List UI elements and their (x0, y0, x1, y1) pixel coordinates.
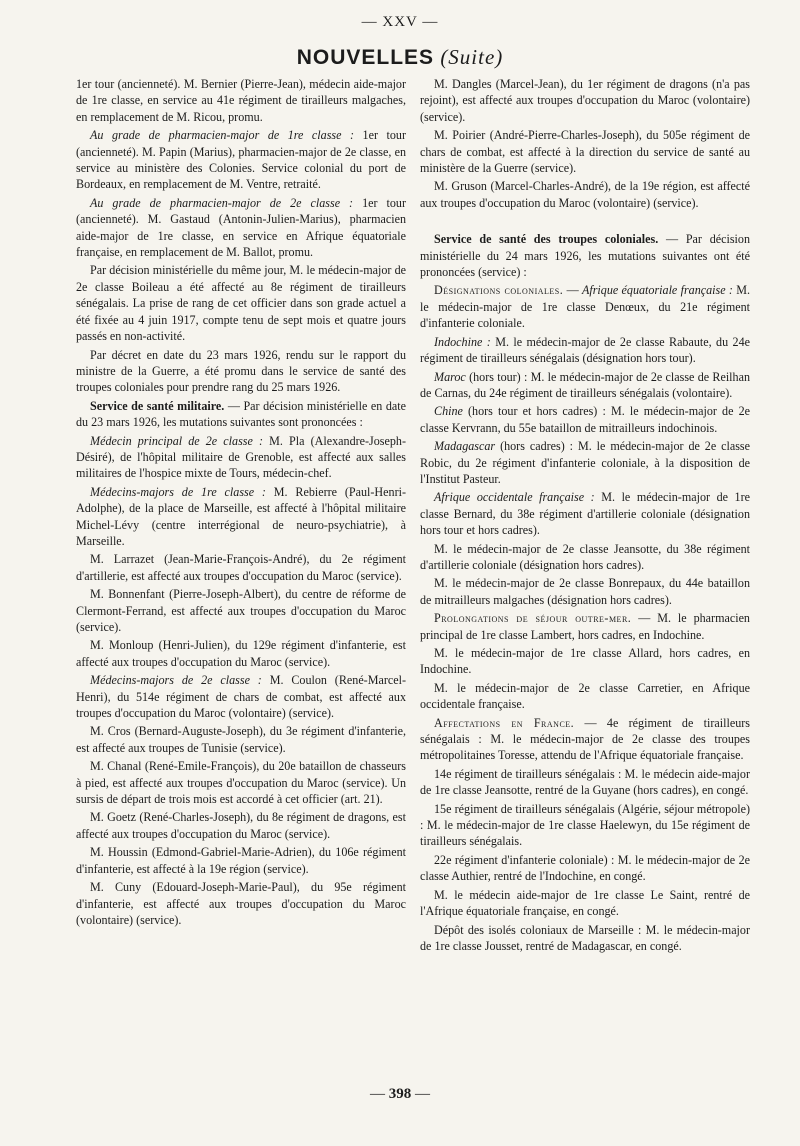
page-number: 398 (388, 1086, 412, 1102)
paragraph-text: (hors tour et hors cadres) : M. le médecin-major de 2e classe Kervrann, du 55e bataillon de mitrailleurs indochinois. (420, 404, 750, 435)
paragraph-text: 14e régiment de tirailleurs sénégalais : M. le médecin aide-major de 1re classe Jeansotte, rentré de la Guyane (hors cadres), en congé. (420, 766, 750, 798)
paragraph (76, 347, 406, 396)
paragraph-text: M. le médecin-major de 1re classe Bernard, du 38e régiment d'artillerie coloniale (désignation hors tour et hors cadres). (420, 490, 750, 538)
italic-lead: Au grade de pharmacien-major de 1re classe : (90, 128, 355, 143)
paragraph-text: M. Monloup (Henri-Julien), du 129e régiment d'infanterie, est affecté aux troupes d'occupation du Maroc (service). (76, 638, 406, 669)
paragraph (76, 586, 406, 635)
paragraph (420, 922, 750, 955)
paragraph (76, 551, 406, 584)
right-column (420, 76, 750, 956)
section-heading: Service de santé militaire. (90, 398, 225, 413)
paragraph-text: M. Chanal (René-Emile-François), du 20e bataillon de chasseurs à pied, est affecté aux troupes d'occupation du Maroc (service). Un sursis de départ de trois mois est accordé à cet officier (art. 21). (76, 759, 406, 807)
paragraph-text: M. le médecin aide-major de 1re classe Le Saint, rentré de l'Afrique équatoriale française, en congé. (420, 887, 750, 919)
paragraph (420, 766, 750, 799)
paragraph-text: M. Coulon (René-Marcel-Henri), du 514e régiment de chars de combat, est affecté aux troupes d'occupation du Maroc (volontaire) (service). (76, 673, 406, 721)
dash-separator: — (563, 283, 582, 298)
paragraph-text: — 4e régiment de tirailleurs sénégalais : M. le médecin-major de 2e classe des troupes métropolitaines Toresse, attendu de l'Afrique équatoriale française. (420, 715, 750, 763)
left-column (76, 76, 406, 930)
paragraph-text: M. Cuny (Edouard-Joseph-Marie-Paul), du 95e régiment d'infanterie, est affecté aux troupes d'occupation du Maroc (volontaire) (service). (76, 880, 406, 927)
paragraph-text: M. le médecin-major de 2e classe Bonrepaux, du 44e bataillon de mitrailleurs malgaches (désignation hors cadres). (420, 576, 750, 607)
paragraph (76, 758, 406, 807)
paragraph (76, 127, 406, 193)
paragraph (76, 723, 406, 756)
paragraph-text: M. le médecin-major de 1re classe Allard, hors cadres, en Indochine. (420, 646, 750, 677)
paragraph (420, 541, 750, 574)
paragraph (420, 369, 750, 402)
italic-lead: Chine (434, 404, 463, 419)
paragraph-text: M. Pla (Alexandre-Joseph-Désiré), de l'hôpital militaire de Grenoble, est affecté aux salles militaires de l'hospice mixte de Tours, médecin-chef. (76, 433, 406, 481)
paragraph (420, 575, 750, 608)
paragraph (76, 637, 406, 670)
paragraph-text: — Par décision ministérielle du 24 mars 1926, les mutations suivantes ont été prononcées (service) : (420, 232, 750, 280)
paragraph-text: M. Poirier (André-Pierre-Charles-Joseph), du 505e régiment de chars de combat, est affecté à la direction du service de santé au ministère de la Guerre (service). (420, 128, 750, 176)
paragraph-text: M. le médecin-major de 2e classe Jeansotte, du 38e régiment d'artillerie coloniale (désignation hors cadres). (420, 541, 750, 572)
subsection-heading: Désignations coloniales. (434, 283, 564, 298)
paragraph (76, 484, 406, 550)
paragraph (420, 282, 750, 331)
italic-lead: Médecins-majors de 1re classe : (90, 484, 266, 499)
paragraph (420, 334, 750, 367)
paragraph-text: Par décision ministérielle du même jour, M. le médecin-major de 2e classe Boileau a été affecté au 8e régiment de tirailleurs sénégalais. La prise de rang de cet officier dans son grade actuel a été fixée au 4 juin 1917, compte tenu de sept mois et quatre jours passés en non-activité. (76, 263, 406, 344)
paragraph (76, 672, 406, 721)
paragraph-text: M. Houssin (Edmond-Gabriel-Marie-Adrien), du 106e régiment d'infanterie, est affecté à la 19e région (service). (76, 845, 406, 876)
paragraph (76, 262, 406, 344)
italic-lead: Afrique occidentale française : (434, 490, 595, 505)
section-title (0, 45, 800, 70)
page-footer: — 398 — (370, 1086, 430, 1102)
section-title-text: NOUVELLES (296, 46, 435, 69)
italic-lead: Au grade de pharmacien-major de 2e classe : (90, 195, 354, 210)
paragraph (420, 645, 750, 678)
paragraph (420, 852, 750, 885)
paragraph (76, 195, 406, 261)
paragraph (420, 610, 750, 643)
paragraph (76, 844, 406, 877)
paragraph (76, 879, 406, 928)
paragraph (76, 809, 406, 842)
paragraph-text: M. le médecin-major de 2e classe Carretier, en Afrique occidentale française. (420, 680, 750, 712)
paragraph (420, 438, 750, 487)
paragraph-text: (hors tour) : M. le médecin-major de 2e classe de Reilhan de Carnas, du 24e régiment de tirailleurs sénégalais (volontaire). (420, 369, 750, 400)
paragraph-text: M. Cros (Bernard-Auguste-Joseph), du 3e régiment d'infanterie, est affecté aux troupes de Tunisie (service). (76, 724, 406, 755)
paragraph-text: — M. le pharmacien principal de 1re classe Lambert, hors cadres, en Indochine. (420, 611, 750, 642)
paragraph (420, 887, 750, 920)
paragraph-text: 22e régiment d'infanterie coloniale) : M. le médecin-major de 2e classe Authier, rentré de l'Indochine, en congé. (420, 852, 750, 884)
page-header-roman: — XXV — (361, 14, 439, 30)
section-title-suite: (Suite) (440, 45, 504, 69)
italic-lead: Madagascar (434, 439, 496, 454)
paragraph-text: (hors cadres) : M. le médecin-major de 2e classe Robic, du 2e régiment d'infanterie coloniale, à la disposition de l'Institut Pasteur. (420, 439, 750, 486)
italic-lead: Médecins-majors de 2e classe : (90, 673, 262, 688)
paragraph-text: M. Bonnenfant (Pierre-Joseph-Albert), du centre de réforme de Clermont-Ferrand, est affecté aux troupes d'occupation du Maroc (service). (76, 587, 406, 634)
paragraph-text: M. Dangles (Marcel-Jean), du 1er régiment de dragons (n'a pas rejoint), est affecté aux troupes d'occupation du Maroc (volontaire) (service). (420, 77, 750, 124)
paragraph (420, 801, 750, 850)
paragraph-text: M. Goetz (René-Charles-Joseph), du 8e régiment de dragons, est affecté aux troupes d'occupation du Maroc (service). (76, 810, 406, 841)
italic-lead: Indochine : (434, 334, 491, 349)
paragraph (76, 433, 406, 482)
subsection-heading: Affectations en France. (434, 715, 575, 730)
paragraph (420, 127, 750, 176)
paragraph-text: 15e régiment de tirailleurs sénégalais (Algérie, séjour métropole) : M. le médecin-major de 1re classe Haelewyn, du 15e régiment de tirailleurs sénégalais. (420, 801, 750, 849)
paragraph (76, 76, 406, 125)
paragraph (420, 178, 750, 211)
paragraph (420, 715, 750, 764)
paragraph-text: M. Gruson (Marcel-Charles-André), de la 19e région, est affecté aux troupes d'occupation du Maroc (volontaire) (service). (420, 179, 750, 210)
section-heading: Service de santé des troupes coloniales. (434, 232, 659, 247)
paragraph-text: Par décret en date du 23 mars 1926, rendu sur le rapport du ministre de la Guerre, a été promu dans le service de santé des troupes coloniales pour prendre rang du 25 mars 1926. (76, 347, 406, 395)
paragraph-text: M. Rebierre (Paul-Henri-Adolphe), de la place de Marseille, est affecté à l'hôpital militaire Michel-Lévy (centre interrégional de neuro-psychiatrie), à Marseille. (76, 484, 406, 548)
paragraph-text: 1er tour (ancienneté). M. Gastaud (Antonin-Julien-Marius), pharmacien aide-major de 1re classe, en service en Afrique équatoriale française, en remplacement de M. Ballot, promu. (76, 195, 406, 260)
paragraph (420, 76, 750, 125)
italic-lead: Maroc (434, 369, 466, 384)
italic-lead: Médecin principal de 2e classe : (90, 433, 264, 448)
paragraph-text: 1er tour (ancienneté). M. Papin (Marius), pharmacien-major de 2e classe, en service au ministère des Colonies. Service colonial du port de Bordeaux, en remplacement de M. Ventre, retraité. (76, 128, 406, 192)
subsection-heading: Prolongations de séjour outre-mer. (434, 611, 632, 626)
paragraph (420, 489, 750, 538)
paragraph (420, 680, 750, 713)
paragraph (420, 403, 750, 436)
paragraph-text: M. Larrazet (Jean-Marie-François-André), du 2e régiment d'artillerie, est affecté aux troupes d'occupation du Maroc (service). (76, 552, 406, 583)
paragraph-text: — Par décision ministérielle en date du 23 mars 1926, les mutations suivantes sont prononcées : (76, 398, 406, 430)
paragraph (76, 398, 406, 431)
paragraph-text: Dépôt des isolés coloniaux de Marseille : M. le médecin-major de 1re classe Jousset, rentré de Madagascar, en congé. (420, 922, 750, 953)
paragraph-text: M. le médecin-major de 1re classe Denœux, du 21e régiment d'infanterie coloniale. (420, 283, 751, 331)
paragraph (420, 231, 750, 280)
italic-lead: Afrique équatoriale française : (581, 283, 733, 298)
paragraph-text: M. le médecin-major de 2e classe Rabaute, du 24e régiment de tirailleurs sénégalais (désignation hors tour). (420, 334, 750, 366)
paragraph-text: 1er tour (ancienneté). M. Bernier (Pierre-Jean), médecin aide-major de 1re classe, en service au 41e régiment de tirailleurs malgaches, en remplacement de M. Ricou, promu. (76, 77, 406, 124)
